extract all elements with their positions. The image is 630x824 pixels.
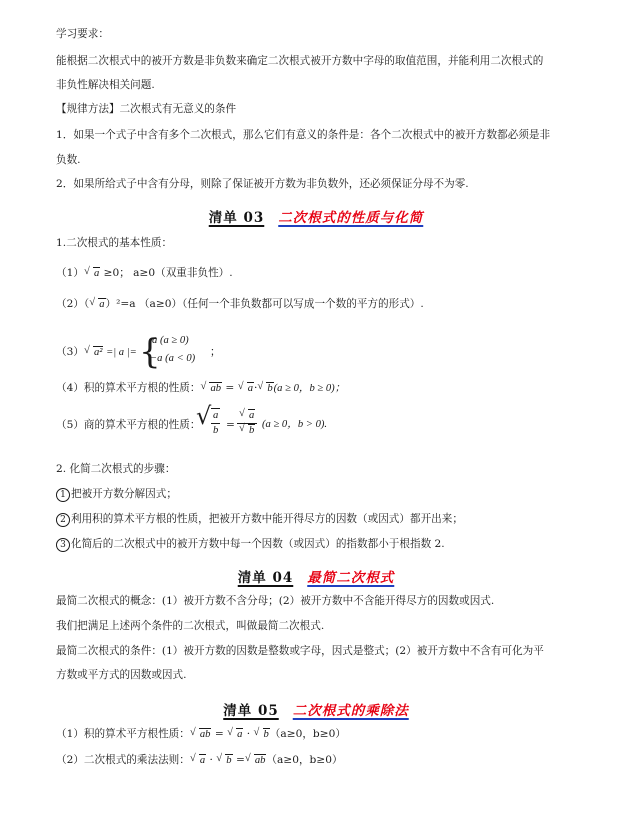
requirement-heading: 学习要求： bbox=[56, 28, 109, 40]
p1-prefix: （1） bbox=[56, 267, 84, 279]
p4-cond: (a ≥ 0，b ≥ 0)； bbox=[273, 383, 346, 394]
property-4: （4）积的算术平方根的性质：√ ab = √ a·√ b(a ≥ 0，b ≥ 0)； bbox=[56, 381, 345, 396]
s5-p2-prefix: （2）二次根式的乘法法则： bbox=[56, 754, 190, 766]
p3-abs: =| a |= bbox=[103, 347, 137, 358]
p2-sqrt: √ a bbox=[89, 298, 105, 312]
rule2: 2．如果所给式子中含有分母，则除了保证被开方数为非负数外，还必须保证分母不为零. bbox=[56, 178, 469, 190]
s5-p2-cond: （a≥0，b≥0） bbox=[266, 754, 343, 766]
property-1 bbox=[56, 266, 233, 281]
steps-heading: 2. 化简二次根式的步骤： bbox=[56, 463, 176, 475]
property-3 bbox=[56, 332, 221, 372]
p5-equals: = bbox=[226, 419, 235, 431]
section04-title: 最简二次根式 bbox=[307, 570, 395, 586]
section04-line1: 最简二次根式的概念：(1）被开方数不含分母；(2）被开方数中不含能开得尽方的因数或因式. bbox=[56, 595, 495, 607]
step2-text: 利用积的算术平方根的性质，把被开方数中能开得尽方的因数（或因式）都开出来； bbox=[71, 513, 463, 525]
s5-p1-sqrt-ab: √ ab bbox=[190, 728, 212, 742]
step1-text: 把被开方数分解因式； bbox=[71, 488, 177, 500]
step-2 bbox=[56, 512, 463, 527]
s5-p1-sqrt-a: √ a bbox=[227, 728, 243, 742]
s5-p2-sqrt-a: √ a bbox=[190, 754, 206, 768]
rule1-line2: 负数. bbox=[56, 154, 81, 166]
p1-rest: ≥0； a≥0（双重非负性）. bbox=[103, 267, 233, 279]
p2-rest: ）²=a （a≥0）（任何一个非负数都可以写成一个数的平方的形式）. bbox=[105, 298, 424, 310]
step3-text: 化简后的二次根式中的被开方数中每一个因数（或因式）的指数都小于根指数 2. bbox=[71, 538, 445, 550]
section04-num: 清单 04 bbox=[237, 570, 294, 586]
step1-mark: 1 bbox=[56, 488, 70, 502]
section03-num: 清单 03 bbox=[208, 210, 265, 226]
s5-p1-cond: （a≥0，b≥0） bbox=[269, 728, 346, 740]
p3-end: ； bbox=[210, 346, 221, 358]
step3-mark: 3 bbox=[56, 538, 70, 552]
p3-brace: { bbox=[139, 332, 161, 372]
p3-sqrt: √ a² bbox=[84, 346, 103, 360]
rule1-line1: 1．如果一个式子中含有多个二次根式，那么它们有意义的条件是：各个二次根式中的被开方数都必须是非 bbox=[56, 129, 551, 141]
s5-p1-sqrt-b: √ b bbox=[254, 728, 270, 742]
p4-sqrt-a: √ a bbox=[238, 382, 254, 396]
p1-sqrt: √ a bbox=[84, 267, 100, 281]
section05-property-1: （1）积的算术平方根性质：√ ab = √ a · √ b（a≥0，b≥0） bbox=[56, 727, 346, 742]
p4-sqrt-b: √ b bbox=[257, 382, 273, 396]
p3-case1: a (a ≥ 0) bbox=[152, 335, 189, 346]
section04-line4: 方数或平方式的因数或因式. bbox=[56, 669, 187, 681]
p5-left-frac: $\frac{a}{b}$ bbox=[213, 410, 219, 436]
step-1 bbox=[56, 487, 177, 502]
section05-num: 清单 05 bbox=[223, 703, 279, 719]
section05-heading bbox=[56, 699, 576, 719]
p3-prefix: （3） bbox=[56, 346, 84, 358]
property-2 bbox=[56, 297, 424, 312]
p4-prefix: （4）积的算术平方根的性质： bbox=[56, 382, 201, 394]
requirement-text-line2: 非负性解决相关问题. bbox=[56, 79, 155, 91]
p5-prefix: （5）商的算术平方根的性质： bbox=[56, 419, 201, 431]
s5-p2-sqrt-ab: √ ab bbox=[245, 754, 267, 768]
property-5 bbox=[56, 402, 328, 450]
p4-sqrt-ab: √ ab bbox=[200, 382, 222, 396]
p5-right-frac: √ a √ b bbox=[237, 409, 257, 438]
section05-property-2: （2）二次根式的乘法法则：√ a · √ b =√ ab（a≥0，b≥0） bbox=[56, 753, 343, 768]
section03-heading bbox=[56, 206, 576, 226]
s5-p2-sqrt-b: √ b bbox=[216, 754, 232, 768]
section04-line2: 我们把满足上述两个条件的二次根式，叫做最简二次根式. bbox=[56, 620, 325, 632]
requirement-text-line1: 能根据二次根式中的被开方数是非负数来确定二次根式被开方数中字母的取值范围，并能利用二次根式的 bbox=[56, 55, 544, 67]
s5-p1-prefix: （1）积的算术平方根性质： bbox=[56, 728, 190, 740]
p3-case2: −a (a < 0) bbox=[150, 353, 196, 364]
section05-title: 二次根式的乘除法 bbox=[292, 703, 409, 719]
p2-prefix: （2）（ bbox=[56, 298, 90, 310]
step2-mark: 2 bbox=[56, 513, 70, 527]
step-3 bbox=[56, 537, 445, 552]
section04-line3: 最简二次根式的条件：(1）被开方数的因数是整数或字母，因式是整式；(2）被开方数中不含有可化为平 bbox=[56, 645, 544, 657]
p5-cond: (a ≥ 0，b > 0). bbox=[262, 419, 328, 430]
section04-heading bbox=[56, 566, 576, 586]
basic-props-heading: 1.二次根式的基本性质： bbox=[56, 237, 173, 249]
method-heading: 【规律方法】二次根式有无意义的条件 bbox=[56, 103, 237, 115]
section03-title: 二次根式的性质与化简 bbox=[278, 210, 424, 226]
p5-big-sqrt-sign: √ bbox=[196, 402, 212, 430]
